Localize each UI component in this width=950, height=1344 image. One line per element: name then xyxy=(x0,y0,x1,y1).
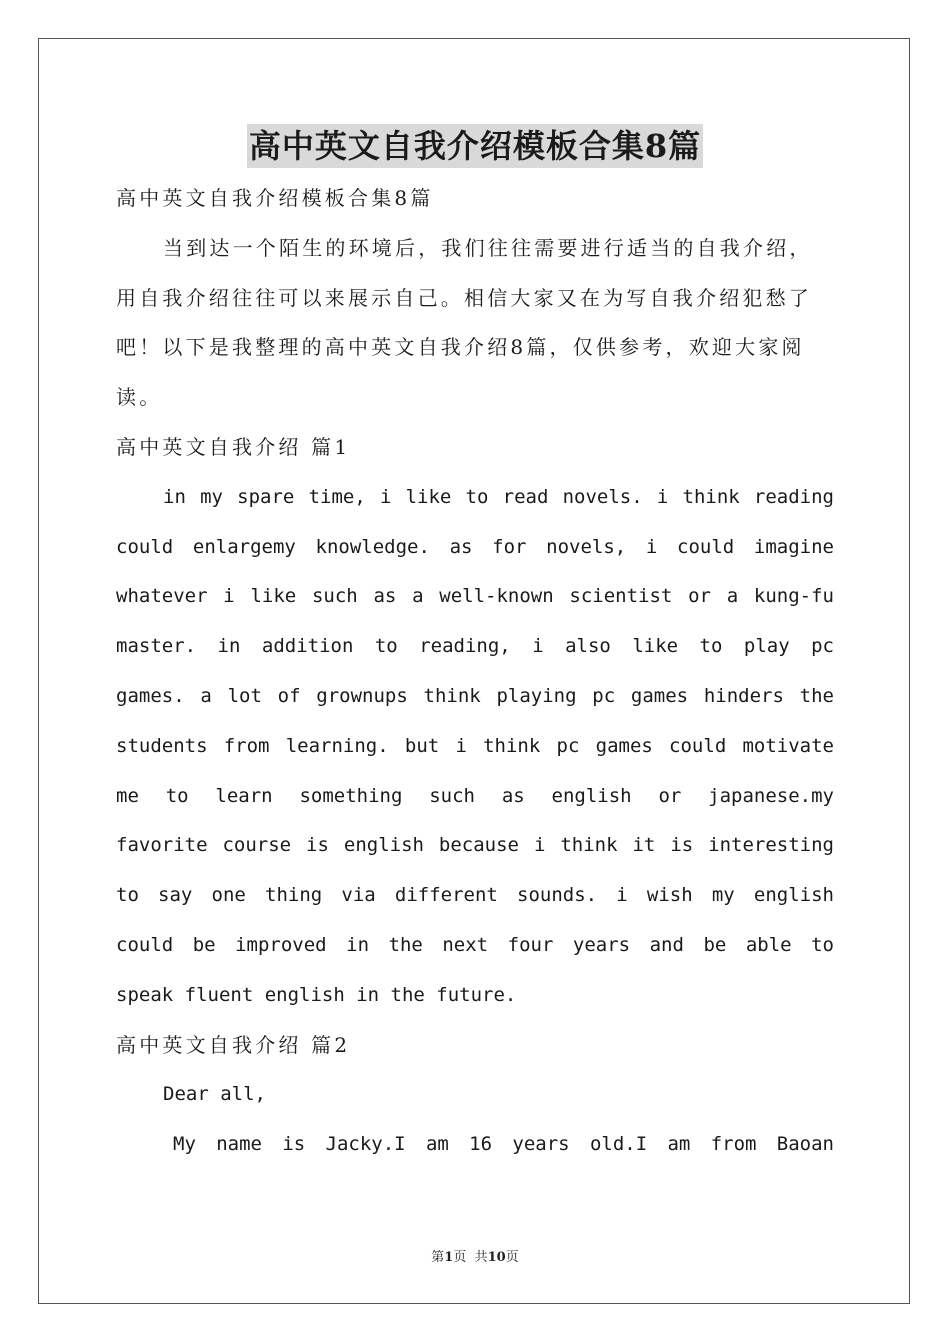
document-title: 高中英文自我介绍模板合集8篇 xyxy=(247,124,703,168)
greeting-line: Dear all, xyxy=(163,1083,266,1106)
intro-line: 当到达一个陌生的环境后，我们往往需要进行适当的自我介绍， xyxy=(163,235,813,260)
intro-line: 读。 xyxy=(116,385,163,410)
section-heading: 高中英文自我介绍 篇1 xyxy=(116,434,351,459)
paragraph-line: could be improved in the next four years and be able to xyxy=(116,933,834,956)
paragraph-line: favorite course is english because i think it is interesting xyxy=(116,834,834,857)
paragraph-line: master. in addition to reading, i also like to play pc xyxy=(116,635,834,658)
page-footer xyxy=(0,1246,950,1265)
footer-prefix: 第 xyxy=(431,1250,445,1265)
paragraph-line: in my spare time, i like to read novels. i think reading xyxy=(163,485,834,508)
document-subtitle: 高中英文自我介绍模板合集8篇 xyxy=(116,186,434,210)
current-page-number: 1 xyxy=(444,1250,454,1265)
paragraph-line: students from learning. but i think pc games could motivate xyxy=(116,734,834,757)
footer-total-suffix: 页 xyxy=(505,1250,519,1265)
intro-line: 吧！以下是我整理的高中英文自我介绍8篇，仅供参考，欢迎大家阅 xyxy=(116,335,805,360)
footer-page-suffix: 页 共 xyxy=(453,1250,488,1265)
document-body xyxy=(116,174,834,1170)
paragraph-line: games. a lot of grownups think playing pc games hinders the xyxy=(116,684,834,707)
paragraph-line: to say one thing via different sounds. i wish my english xyxy=(116,884,834,907)
paragraph-line: whatever i like such as a well-known scientist or a kung-fu xyxy=(116,585,834,608)
title-container xyxy=(0,124,950,168)
paragraph-line: could enlargemy knowledge. as for novels, i could imagine xyxy=(116,535,834,558)
total-page-count: 10 xyxy=(487,1250,506,1265)
paragraph-line: me to learn something such as english or japanese.my xyxy=(116,784,834,807)
paragraph-line: speak fluent english in the future. xyxy=(116,983,517,1006)
paragraph-line: My name is Jacky.I am 16 years old.I am from Baoan xyxy=(173,1133,834,1156)
intro-line: 用自我介绍往往可以来展示自己。相信大家又在为写自我介绍犯愁了 xyxy=(116,285,812,310)
section-heading: 高中英文自我介绍 篇2 xyxy=(116,1032,351,1057)
